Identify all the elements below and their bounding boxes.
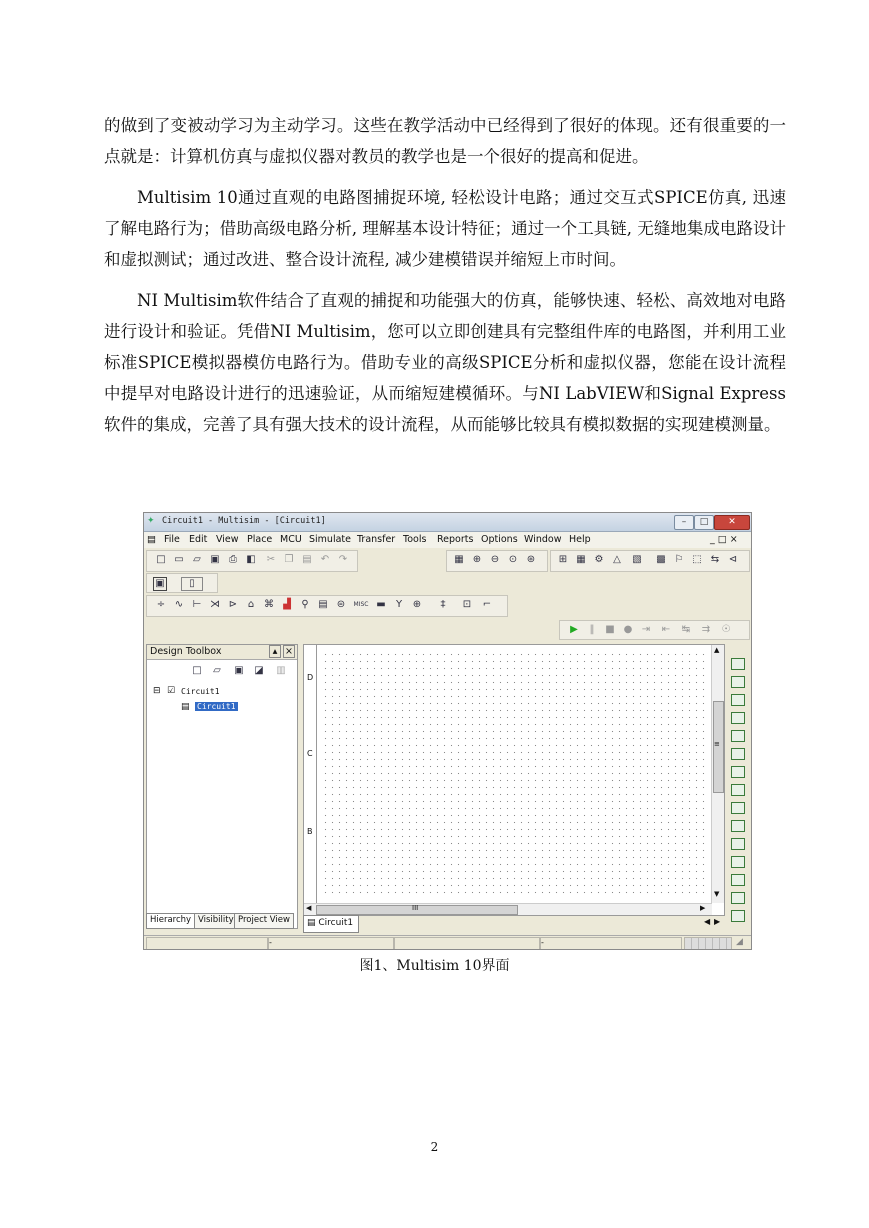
bus-icon[interactable]: ‡: [440, 599, 446, 610]
logic-analyzer-icon[interactable]: [731, 802, 745, 814]
distortion-analyzer-icon[interactable]: [731, 856, 745, 868]
component-wizard-icon[interactable]: △: [613, 554, 621, 565]
view-icon[interactable]: ▣: [153, 577, 167, 591]
simulation-toolbar: [559, 620, 750, 640]
menu-file[interactable]: File: [164, 534, 180, 545]
four-channel-oscilloscope-icon[interactable]: [731, 730, 745, 742]
diode-icon[interactable]: ⊢: [192, 599, 202, 610]
analysis-icon[interactable]: ▧: [632, 554, 642, 565]
menu-edit[interactable]: Edit: [189, 534, 208, 545]
scroll-right-icon[interactable]: ▶: [700, 904, 706, 912]
doc-tab-icon: ▤: [307, 918, 316, 928]
rf-icon[interactable]: Y: [395, 599, 403, 610]
status-segment-1: [146, 937, 268, 950]
function-generator-icon[interactable]: [731, 676, 745, 688]
save-icon[interactable]: ▣: [210, 554, 220, 565]
menu-simulate[interactable]: Simulate: [309, 534, 351, 545]
mixed-icon[interactable]: ⚲: [301, 599, 309, 610]
step-out-icon[interactable]: ↹: [681, 624, 691, 635]
indicator-icon[interactable]: ▤: [318, 599, 328, 610]
help-icon[interactable]: ⊲: [728, 554, 738, 565]
menu-help[interactable]: Help: [569, 534, 591, 545]
horizontal-scroll-grip: III: [412, 904, 419, 912]
step-icon[interactable]: ⇥: [641, 624, 651, 635]
status-bar: [144, 935, 751, 950]
misc-icon[interactable]: MISC: [353, 601, 369, 608]
standard-toolbar: [146, 550, 358, 572]
zoom-toolbar: [446, 550, 548, 572]
ruler-border: [316, 645, 317, 903]
status-segment-4: -: [540, 937, 682, 950]
resize-grip-icon[interactable]: ◢: [736, 937, 743, 947]
stop-icon[interactable]: ■: [605, 624, 615, 635]
toolbox-open-icon[interactable]: ▱: [213, 665, 221, 676]
bode-plotter-icon[interactable]: [731, 748, 745, 760]
vertical-scroll-grip: ≡: [714, 740, 720, 748]
source-icon[interactable]: ÷: [156, 599, 166, 610]
menu-mcu[interactable]: MCU: [280, 534, 302, 545]
print-preview-icon[interactable]: ◧: [246, 554, 256, 565]
page-number: 2: [430, 1140, 439, 1154]
doc-icon: ▤: [147, 534, 156, 545]
circuit-canvas-area: [303, 644, 725, 916]
paste-icon[interactable]: ▤: [302, 554, 312, 565]
view-toolbar: [146, 573, 218, 593]
cut-icon[interactable]: ✂: [266, 554, 276, 565]
ruler-letter-b: B: [307, 827, 313, 836]
spectrum-analyzer-icon[interactable]: [731, 874, 745, 886]
power-icon[interactable]: ⊜: [336, 599, 346, 610]
wattmeter-icon[interactable]: [731, 694, 745, 706]
spreadsheet-icon[interactable]: ▦: [576, 554, 586, 565]
tree-expand-icon[interactable]: ⊟: [153, 686, 161, 696]
hierarchy-icon[interactable]: ⊞: [558, 554, 568, 565]
frequency-counter-icon[interactable]: [731, 766, 745, 778]
cmos-icon[interactable]: ⌘: [264, 599, 274, 610]
breakpoint-icon[interactable]: ⇉: [701, 624, 711, 635]
full-screen-icon[interactable]: ▦: [454, 554, 464, 565]
open-icon[interactable]: ▭: [174, 554, 184, 565]
agilent-instrument-icon[interactable]: [731, 910, 745, 922]
tab-prev-icon[interactable]: ◀: [704, 917, 711, 926]
horizontal-scrollbar[interactable]: [304, 903, 712, 915]
instruments-toolbar: [728, 644, 748, 934]
transistor-icon[interactable]: ⋊: [210, 599, 220, 610]
zoom-area-icon[interactable]: ⊙: [508, 554, 518, 565]
vertical-scrollbar[interactable]: [711, 645, 724, 903]
figure-caption: 图1、Multisim 10界面: [359, 958, 510, 974]
database-icon[interactable]: ⚙: [594, 554, 604, 565]
tab-visibility[interactable]: Visibility: [194, 913, 238, 929]
menu-bar: [144, 532, 751, 548]
ruler-letter-c: C: [307, 749, 313, 758]
toolbox-close-icon[interactable]: ×: [283, 645, 295, 658]
hierarchical-block-icon[interactable]: ⊡: [462, 599, 472, 610]
minimize-button[interactable]: –: [674, 515, 694, 530]
erc-icon[interactable]: ⬚: [692, 554, 702, 565]
doc-tab-label: Circuit1: [318, 918, 354, 928]
toolbox-new-icon[interactable]: □: [192, 665, 202, 676]
tab-hierarchy[interactable]: Hierarchy: [146, 913, 195, 929]
menu-tools[interactable]: Tools: [403, 534, 427, 545]
transfer-icon[interactable]: ⇆: [710, 554, 720, 565]
status-segment-2: -: [268, 937, 394, 950]
ruler-letter-d: D: [307, 673, 314, 682]
zoom-in-icon[interactable]: ⊕: [472, 554, 482, 565]
zoom-out-icon[interactable]: ⊖: [490, 554, 500, 565]
oscilloscope-icon[interactable]: [731, 712, 745, 724]
analog-icon[interactable]: ⊳: [228, 599, 238, 610]
postprocessor-icon[interactable]: ⚐: [674, 554, 684, 565]
design-toolbox: [146, 644, 298, 929]
app-icon: ✦: [147, 516, 155, 526]
menu-reports[interactable]: Reports: [437, 534, 474, 545]
scroll-left-icon[interactable]: ◀: [306, 904, 312, 912]
main-toolbar: [550, 550, 750, 572]
advanced-peripherals-icon[interactable]: ▬: [376, 599, 386, 610]
scroll-up-icon[interactable]: ▲: [714, 646, 720, 654]
paragraph-1: 的做到了变被动学习为主动学习。这些在教学活动中已经得到了很好的体现。还有很重要的一点就是：计算机仿真与虚拟仪器对教员的教学也是一个很好的提高和促进。: [104, 116, 786, 166]
toolbox-header: [147, 645, 297, 660]
iv-analyzer-icon[interactable]: [731, 838, 745, 850]
bus-entry-icon[interactable]: ⌐: [482, 599, 492, 610]
paragraph-2: Multisim 10通过直观的电路图捕捉环境, 轻松设计电路；通过交互式SPICE仿真, 迅速了解电路行为；借助高级电路分析, 理解基本设计特征；通过一个工具链, 无缝地集成电路设计和虚拟测试；通过改进、整合设计流程, 减少建模错误并缩短上市时间。: [104, 188, 786, 269]
close-button[interactable]: ✕: [714, 515, 750, 530]
status-segment-3: [394, 937, 540, 950]
grapher-icon[interactable]: ▩: [656, 554, 666, 565]
print-icon[interactable]: ⎙: [229, 554, 237, 565]
undo-icon[interactable]: ↶: [320, 554, 330, 565]
scroll-down-icon[interactable]: ▼: [714, 890, 720, 898]
doc-tab-circuit1[interactable]: [303, 915, 359, 933]
ttl-icon[interactable]: ⌂: [247, 599, 255, 610]
view-toggle-icon[interactable]: ▯: [181, 577, 203, 591]
components-toolbar: [146, 595, 508, 617]
tree-root-label[interactable]: Circuit1: [181, 687, 220, 696]
toolbox-pin-icon[interactable]: ▴: [269, 645, 281, 658]
tree-child-icon: ▤: [181, 702, 190, 712]
redo-icon[interactable]: ↷: [338, 554, 348, 565]
mdi-controls[interactable]: _ □ ×: [710, 534, 738, 545]
network-analyzer-icon[interactable]: [731, 892, 745, 904]
window-titlebar: [144, 513, 751, 532]
toolbox-title: Design Toolbox: [150, 646, 222, 657]
menu-view[interactable]: View: [216, 534, 239, 545]
multisim-screenshot: [143, 512, 752, 950]
basic-icon[interactable]: ∿: [174, 599, 184, 610]
tree-root-icon: ☑: [167, 686, 176, 696]
menu-transfer[interactable]: Transfer: [357, 534, 396, 545]
toolbox-tabs: [146, 913, 296, 929]
step-over-icon[interactable]: ⇤: [661, 624, 671, 635]
open-folder-icon[interactable]: ▱: [193, 554, 201, 565]
run-icon[interactable]: ▶: [570, 624, 578, 635]
maximize-button[interactable]: □: [694, 515, 714, 530]
copy-icon[interactable]: ❐: [284, 554, 294, 565]
electromechanical-icon[interactable]: ⊕: [412, 599, 422, 610]
toolbox-delete-icon[interactable]: ▥: [276, 665, 286, 676]
toolbox-save-icon[interactable]: ▣: [234, 665, 244, 676]
pause-icon[interactable]: ‖: [589, 624, 595, 635]
menu-window[interactable]: Window: [524, 534, 562, 545]
tab-project-view[interactable]: Project View: [234, 913, 294, 929]
tree-child-label[interactable]: Circuit1: [197, 702, 236, 711]
multimeter-icon[interactable]: [731, 658, 745, 670]
zoom-fit-icon[interactable]: ⊛: [526, 554, 536, 565]
tab-next-icon[interactable]: ▶: [714, 917, 721, 926]
paragraph-3: NI Multisim软件结合了直观的捕捉和功能强大的仿真，能够快速、轻松、高效地对电路进行设计和验证。凭借NI Multisim，您可以立即创建具有完整组件库的电路图，并利用工业标准SPICE模拟器模仿电路行为。借助专业的高级SPICE分析和虚拟仪器，您能在设计流程中提早对电路设计进行的迅速验证，从而缩短建模循环。与NI LabVIEW和Signal Express软件的集成，完善了具有强大技术的设计流程，从而能够比较具有模拟数据的实现建模测量。: [104, 291, 786, 434]
misc-digital-icon[interactable]: ▟: [283, 599, 291, 610]
probe-icon[interactable]: ☉: [721, 624, 731, 635]
schematic-grid[interactable]: [322, 651, 708, 895]
new-icon[interactable]: □: [156, 554, 166, 565]
menu-options[interactable]: Options: [481, 534, 518, 545]
record-icon[interactable]: ●: [623, 624, 633, 635]
status-progress: [684, 937, 732, 950]
logic-converter-icon[interactable]: [731, 820, 745, 832]
toolbox-close-doc-icon[interactable]: ◪: [254, 665, 264, 676]
window-title: Circuit1 - Multisim - [Circuit1]: [162, 516, 326, 526]
menu-place[interactable]: Place: [247, 534, 273, 545]
word-generator-icon[interactable]: [731, 784, 745, 796]
